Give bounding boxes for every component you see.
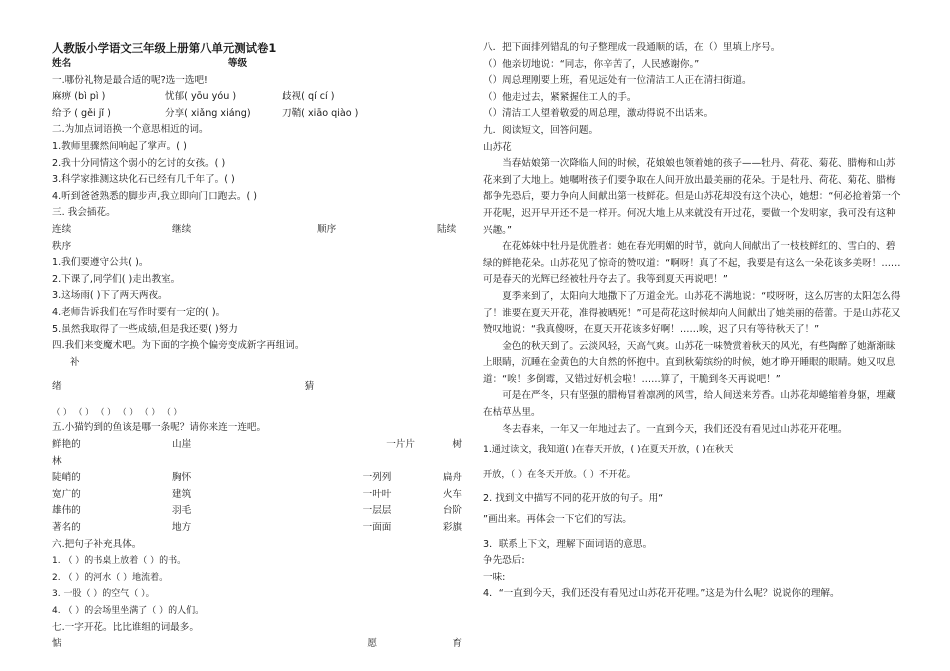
left-column	[52, 40, 462, 653]
name-label: 姓名	[52, 58, 72, 69]
expand-item: 3. 一股（ ）的空气（ ）。	[52, 589, 155, 600]
section-7-heading: 七.一字开花。比比谁组的词最多。	[52, 621, 199, 633]
synonym-item: 4.听到爸爸熟悉的脚步声,我立即向门口跑去。( )	[52, 190, 258, 202]
question-1-line-1: 1.通过读文，我知道( )在春天开放，( )在夏天开放，( )在秋天	[483, 444, 734, 456]
fill-item: 3.这场雨( )下了两天两夜。	[52, 290, 168, 302]
story-paragraph: 在花姊妹中牡丹是优胜者：她在春光明媚的时节，就向人间献出了一枝枝鲜红的、雪白的、碧绿的鲜艳花朵。山苏花见了惊奇的赞叹道：“啊呀！真了不起，我要是有这么一朵花该多美呀！……可是春天的光辉已经被牡丹夺去了。我等到夏天再说吧！”	[483, 241, 901, 286]
fill-item: 2.下课了,同学们( )走出教室。	[52, 273, 181, 285]
section-3-heading: 三. 我会插花。	[52, 207, 116, 219]
story-paragraph: 冬去春来，一年又一年地过去了。一直到今天，我们还没有看见过山苏花开花哩。	[502, 423, 848, 435]
question-3: 3．联系上下文，理解下面词语的意思。	[483, 538, 653, 550]
order-item: （）周总理刚要上班，看见远处有一位清洁工人正在清扫街道。	[483, 75, 752, 87]
story-title: 山苏花	[483, 141, 512, 153]
flower-chars: 惦 愿 育	[52, 638, 462, 650]
fill-item: 4.老师告诉我们在写作时要有一定的( )。	[52, 306, 226, 318]
story-paragraph: 可是在严冬，只有坚强的腊梅冒着凛冽的风雪，给人间送来芳香。山苏花却蜷缩着身躯，埋藏在枯草丛里。	[483, 390, 896, 419]
synonym-item: 2.我十分同情这个弱小的乞讨的女孩。( )	[52, 157, 226, 169]
question-3-word-b: 一味:	[483, 571, 506, 583]
match-row: 著名的 地方 一面面 彩旗	[52, 522, 462, 534]
word-bank: 连续 继续 顺序 陆续	[52, 223, 457, 235]
section-2-heading: 二.为加点词语换一个意思相近的词。	[52, 124, 209, 136]
right-column	[483, 40, 901, 603]
section-8-heading: 八．把下面排列错乱的句子整理成一段通顺的话，在（）里填上序号。	[483, 42, 781, 53]
name-grade-line	[52, 56, 462, 73]
fill-item: 1.我们要遵守公共( )。	[52, 257, 149, 269]
synonym-item: 3.科学家推测这块化石已经有几千年了。( )	[52, 174, 235, 186]
question-1-line-2: 开放，（ ）在冬天开放。（ ）不开花。	[483, 468, 636, 480]
magic-chars-row: 绪 猜	[52, 381, 315, 393]
question-4: 4．“一直到今天，我们还没有看见过山苏花开花哩。”这是为什么呢？说说你的理解。	[483, 588, 840, 600]
question-2-line-2: ”画出来。再体会一下它们的写法。	[483, 514, 632, 526]
expand-item: 2. （ ）的河水（ ）地流着。	[52, 572, 169, 583]
grade-label: 等级	[227, 58, 248, 69]
story-paragraph: 夏季来到了，太阳向大地撒下了万道金光。山苏花不满地说：“哎呀呀，这么厉害的太阳怎么得了！谁要在夏天开花，准得被晒死！”可是荷花这时候却向人间献出了她美丽的蓓蕾。于是山苏花又赞叹地说：“我真傻呀，在夏天开花该多好啊！……唉，迟了只有等待秋天了！”	[483, 290, 901, 336]
section-9-heading: 九．阅读短文，回答问题。	[483, 124, 599, 136]
match-row: 陡峭的 胸怀 一列列 扁舟	[52, 472, 462, 484]
expand-item: 4. （ ）的会场里坐满了（ ）的人们。	[52, 606, 205, 616]
order-item: （）他亲切地说：“同志，你辛苦了，人民感谢你。”	[483, 58, 700, 70]
order-item: （）他走过去，紧紧握住工人的手。	[483, 91, 637, 103]
pinyin-row-2: 给予 ( gěi jǐ ) 分享( xiǎng xiáng) 刀鞘( xiāo qiào )	[52, 107, 359, 119]
section-1-heading: 一.哪份礼物是最合适的呢?选一选吧!	[52, 74, 208, 86]
question-2-line-1: 2. 找到文中描写不同的花开放的句子。用“	[483, 493, 664, 505]
story-paragraph: 金色的秋天到了。云淡风轻，天高气爽。山苏花一味赞赏着秋天的风光，有些陶醉了她渐渐昧上眼睛，沉睡在金黄色的大自然的怀抱中。直到秋菊缤纷的时候，她才睁开睡眼的眼睛。她又叹息道：“唉！多倒霉，又错过好机会啦！……算了，干脆到冬天再说吧！”	[483, 340, 896, 385]
section-5-heading: 五.小猫钓到的鱼该是哪一条呢？请你来连一连吧。	[52, 422, 267, 434]
pinyin-row-1: 麻痹 (bì pì ) 忧郁( yōu yóu ) 歧视( qí cí )	[52, 91, 335, 103]
expand-item: 1. （ ）的书桌上放着（ ）的书。	[52, 556, 187, 567]
question-3-word-a: 争先恐后:	[483, 555, 525, 567]
match-row-tail: 林	[52, 455, 62, 467]
fill-item: 5.虽然我取得了一些成绩,但是我还要( )努力	[52, 323, 238, 335]
synonym-item: 1.教师里骤然间响起了掌声。( )	[52, 140, 187, 152]
section-6-heading: 六.把句子补充具体。	[52, 538, 142, 550]
match-row: 宽广的 建筑 一叶叶 火车	[52, 488, 462, 500]
match-row: 雄伟的 羽毛 一层层 台阶	[52, 505, 462, 517]
story-paragraph: 当春姑娘第一次降临人间的时候，花娘娘也领着她的孩子——牡丹、荷花、菊花、腊梅和山苏花来到了大地上。她嘱咐孩子们要争取在人间开放出最美丽的花朵。于是牡丹、荷花、菊花、腊梅都争先恐后，要力争向人间献出第一枝鲜花。但是山苏花却没有这个决心，她想：“何必抢着第一个开花呢，迟开早开还不是一样开。何况大地上从来就没有开过花，要做一个发明家，我可没有这种兴趣。”	[483, 158, 901, 236]
order-item: （）清洁工人望着敬爱的周总理，激动得说不出话来。	[483, 108, 714, 120]
magic-blanks: （ ） （ ） （ ） （ ） （ ） （ ）	[52, 406, 182, 417]
match-row: 鲜艳的 山崖 一片片 树	[52, 439, 462, 451]
word-bank-last: 秩序	[52, 240, 72, 252]
exam-title: 人教版小学语文三年级上册第八单元测试卷1	[52, 41, 277, 55]
section-4-heading: 四.我们来变魔术吧。为下面的字换个偏旁变成新字再组词。	[52, 340, 305, 352]
magic-char-1: 补	[70, 356, 80, 368]
